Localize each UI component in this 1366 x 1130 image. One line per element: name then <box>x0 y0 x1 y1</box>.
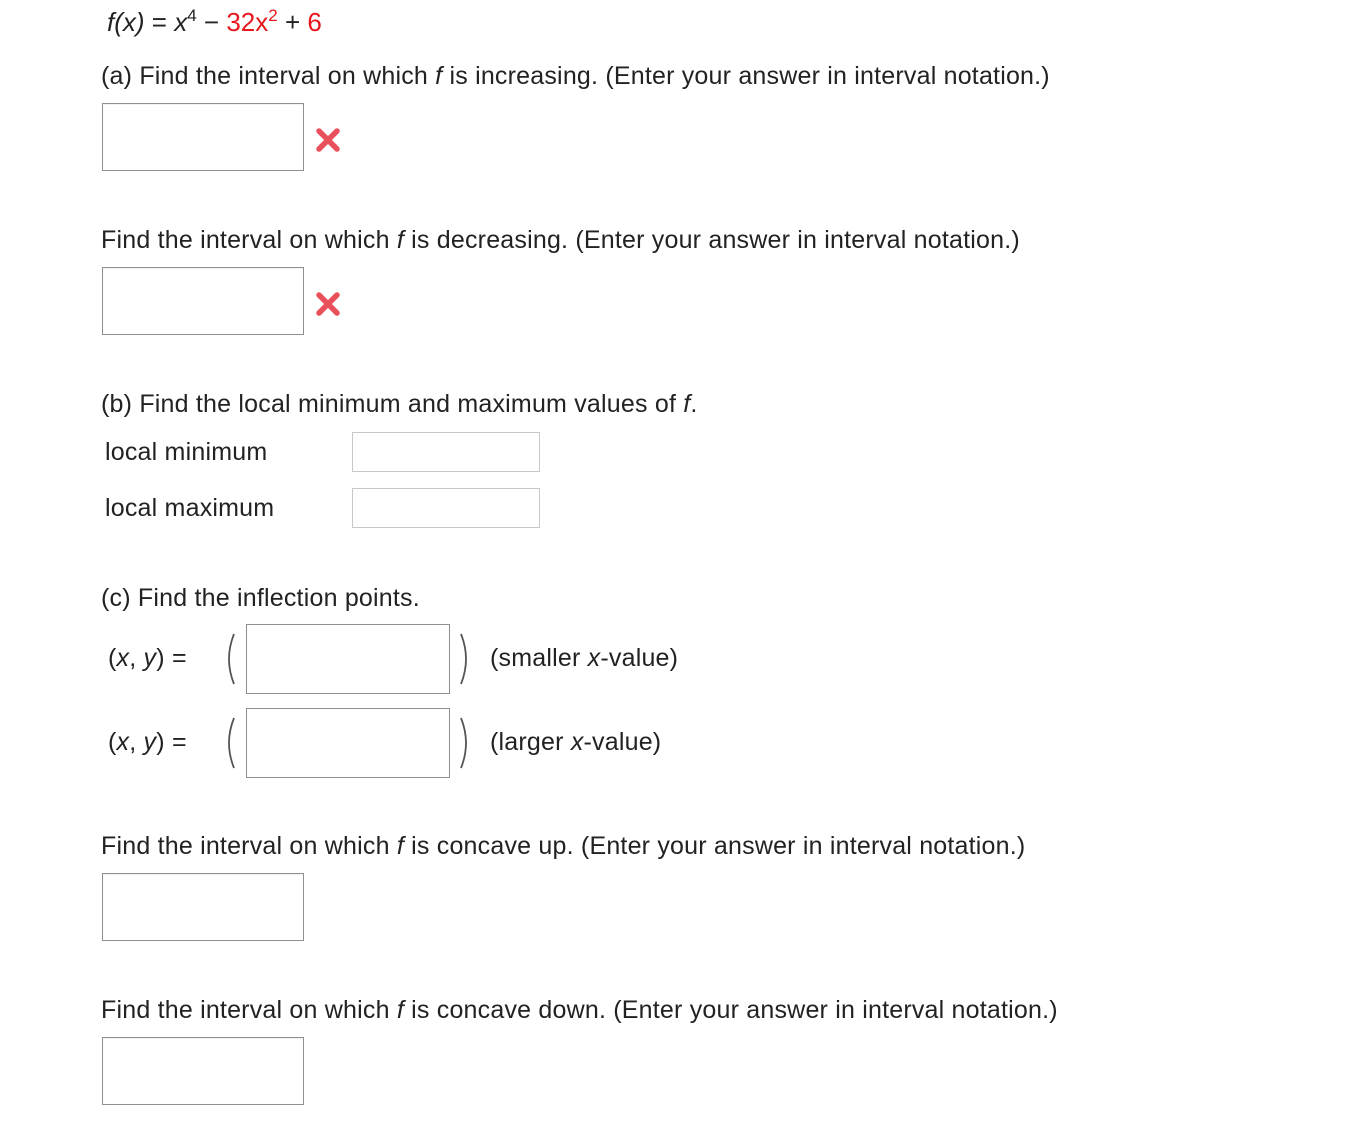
question-local-extrema-f: f <box>683 390 691 418</box>
question-increasing <box>101 61 1050 91</box>
point2-lhs <box>108 727 187 757</box>
point1-lhs <box>108 643 187 673</box>
function-coefficient: 32x <box>226 7 269 37</box>
question-decreasing <box>101 225 1020 255</box>
question-decreasing-post: is decreasing. (Enter your answer in interval notation.) <box>411 226 1020 254</box>
local-maximum-input[interactable] <box>352 488 540 528</box>
point1-lhs-equals: = <box>171 644 187 672</box>
question-increasing-pre: Find the interval on which <box>139 62 428 90</box>
point2-lhs-equals: = <box>171 728 187 756</box>
point2-note-post: -value) <box>583 728 662 756</box>
local-minimum-input[interactable] <box>352 432 540 472</box>
function-lhs: f(x) <box>107 7 145 37</box>
point1-note-pre: (smaller <box>490 644 581 672</box>
question-local-extrema <box>101 389 698 419</box>
function-exp-4: 4 <box>187 6 197 25</box>
point2-note <box>490 727 661 757</box>
point2-lhs-close: ) <box>156 728 165 756</box>
point1-lhs-comma: , <box>129 644 137 672</box>
point1-note-post: -value) <box>600 644 679 672</box>
close-paren-icon <box>457 716 473 770</box>
point1-lhs-x: x <box>116 644 130 672</box>
concave-up-interval-input[interactable] <box>102 873 304 941</box>
question-inflection <box>101 583 420 613</box>
inflection-point-smaller-input[interactable] <box>246 624 450 694</box>
point1-note <box>490 643 678 673</box>
point2-lhs-y: y <box>143 728 157 756</box>
point2-note-x: x <box>570 728 584 756</box>
question-concave-up <box>101 831 1025 861</box>
concave-down-interval-input[interactable] <box>102 1037 304 1105</box>
point1-lhs-y: y <box>143 644 157 672</box>
point2-lhs-x: x <box>116 728 130 756</box>
question-decreasing-f: f <box>396 226 404 254</box>
question-concave-up-pre: Find the interval on which <box>101 832 390 860</box>
question-inflection-text: Find the inflection points. <box>137 584 420 612</box>
function-definition <box>107 7 322 41</box>
close-paren-icon <box>457 632 473 686</box>
local-maximum-label: local maximum <box>105 494 275 522</box>
question-concave-down <box>101 995 1058 1025</box>
point1-lhs-open: ( <box>108 644 117 672</box>
decreasing-interval-input[interactable] <box>102 267 304 335</box>
part-b-label: (b) <box>101 390 133 418</box>
question-local-extrema-text: Find the local minimum and maximum values of <box>139 390 677 418</box>
increasing-interval-input[interactable] <box>102 103 304 171</box>
function-exp-2: 2 <box>268 6 278 25</box>
point1-note-x: x <box>587 644 601 672</box>
function-equals: = <box>151 7 167 37</box>
question-increasing-f: f <box>435 62 443 90</box>
inflection-point-larger-input[interactable] <box>246 708 450 778</box>
question-decreasing-pre: Find the interval on which <box>101 226 390 254</box>
function-constant: 6 <box>307 7 322 37</box>
question-local-extrema-period: . <box>690 390 698 418</box>
open-paren-icon <box>222 632 238 686</box>
question-increasing-post: is increasing. (Enter your answer in interval notation.) <box>449 62 1050 90</box>
open-paren-icon <box>222 716 238 770</box>
point2-lhs-comma: , <box>129 728 137 756</box>
question-concave-up-post: is concave up. (Enter your answer in interval notation.) <box>411 832 1026 860</box>
function-minus: − <box>203 7 220 37</box>
part-c-label: (c) <box>101 584 131 612</box>
question-concave-down-f: f <box>396 996 404 1024</box>
point1-lhs-close: ) <box>156 644 165 672</box>
part-a-label: (a) <box>101 62 133 90</box>
point2-lhs-open: ( <box>108 728 117 756</box>
point2-note-pre: (larger <box>490 728 564 756</box>
x-mark-icon <box>314 126 342 154</box>
x-mark-icon <box>314 290 342 318</box>
question-concave-down-post: is concave down. (Enter your answer in interval notation.) <box>411 996 1058 1024</box>
function-term-x: x <box>174 7 188 37</box>
question-concave-up-f: f <box>396 832 404 860</box>
local-minimum-label: local minimum <box>105 438 268 466</box>
function-plus: + <box>284 7 301 37</box>
question-concave-down-pre: Find the interval on which <box>101 996 390 1024</box>
